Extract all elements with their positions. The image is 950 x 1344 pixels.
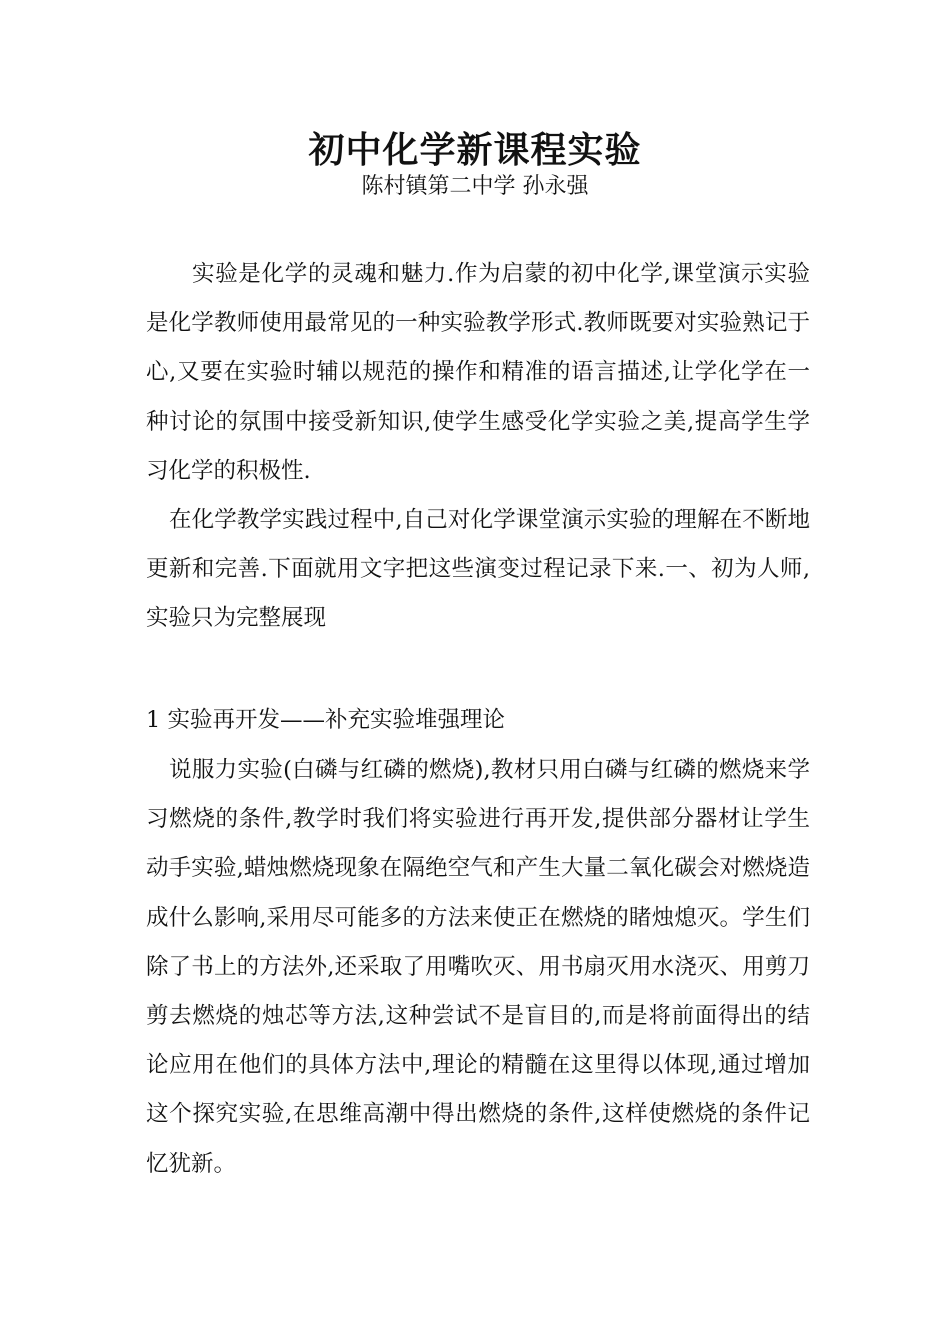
section-heading: 1 实验再开发——补充实验堆强理论 [146, 707, 505, 733]
section-paragraph: 说服力实验(白磷与红磷的燃烧),教材只用白磷与红磷的燃烧来学习燃烧的条件,教学时我们将实验进行再开发,提供部分器材让学生动手实验,蜡烛燃烧现象在隔绝空气和产生大量二氧化碳会对燃烧造成什么影响,采用尽可能多的方法来使正在燃烧的睹烛熄灭。学生们除了书上的方法外,还采取了用嘴吹灭、用书扇灭用水浇灭、用剪刀剪去燃烧的烛芯等方法,这种尝试不是盲目的,而是将前面得出的结论应用在他们的具体方法中,理论的精髓在这里得以体现,通过增加这个探究实验,在思维高潮中得出燃烧的条件,这样使燃烧的条件记忆犹新。 [146, 757, 810, 1177]
document-author: 陈村镇第二中学 孙永强 [361, 174, 589, 199]
document-title: 初中化学新课程实验 [308, 129, 642, 171]
practice-paragraph: 在化学教学实践过程中,自己对化学课堂演示实验的理解在不断地更新和完善.下面就用文字把这些演变过程记录下来.一、初为人师,实验只为完整展现 [146, 507, 810, 632]
intro-paragraph: 实验是化学的灵魂和魅力.作为启蒙的初中化学,课堂演示实验是化学教师使用最常见的一种实验教学形式.教师既要对实验熟记于心,又要在实验时辅以规范的操作和精准的语言描述,让学化学在一种讨论的氛围中接受新知识,使学生感受化学实验之美,提高学生学习化学的积极性. [146, 261, 810, 484]
